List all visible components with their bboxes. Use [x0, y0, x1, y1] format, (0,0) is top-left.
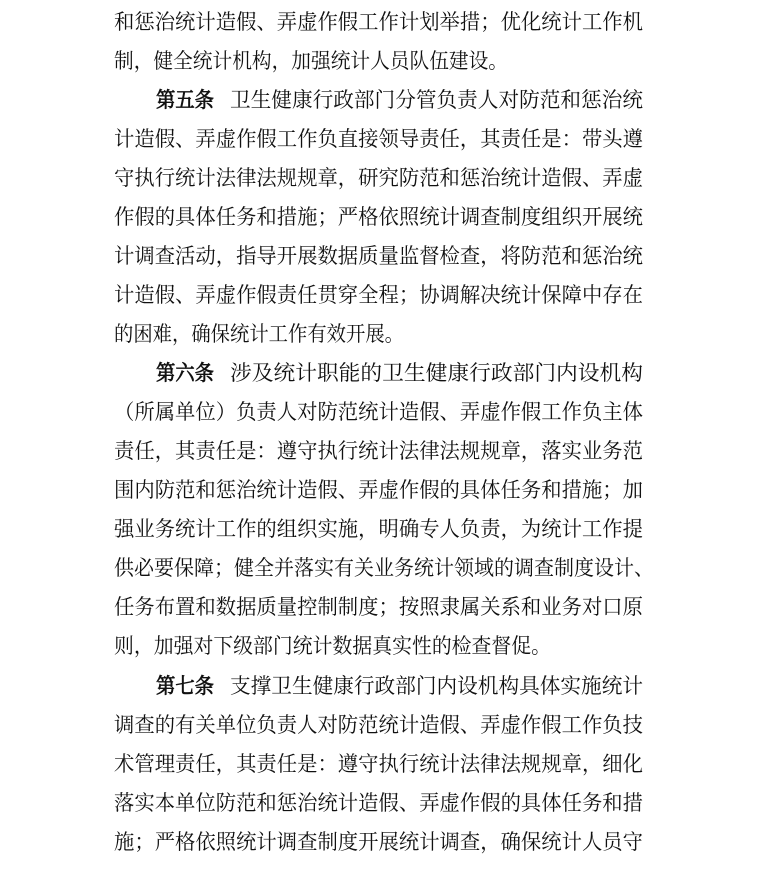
line-text: 施；严格依照统计调查制度开展统计调查，确保统计人员守: [114, 830, 643, 854]
line-text: 计调查活动，指导开展数据质量监督检查，将防范和惩治统: [114, 244, 643, 268]
text-line: [0, 2, 757, 42]
line-text: 术管理责任，其责任是：遵守执行统计法律法规规章，细化: [114, 752, 643, 776]
article-text: 卫生健康行政部门分管负责人对防范和惩治统: [230, 88, 643, 112]
line-text: 强业务统计工作的组织实施，明确专人负责，为统计工作提: [114, 517, 643, 541]
line-text: 计造假、弄虚作假责任贯穿全程；协调解决统计保障中存在: [114, 283, 643, 307]
article-heading-line: [0, 80, 757, 120]
text-line: [0, 822, 757, 862]
line-text: 和惩治统计造假、弄虚作假工作计划举措；优化统计工作机: [114, 10, 643, 34]
article-text: 涉及统计职能的卫生健康行政部门内设机构: [230, 361, 643, 385]
text-line: [0, 392, 757, 432]
text-line: [0, 587, 757, 627]
line-text: 制，健全统计机构，加强统计人员队伍建设。: [114, 49, 508, 73]
line-text: 落实本单位防范和惩治统计造假、弄虚作假的具体任务和措: [114, 791, 643, 815]
text-line: [0, 783, 757, 823]
text-line: [0, 119, 757, 159]
text-line: [0, 275, 757, 315]
line-text: 守执行统计法律法规规章，研究防范和惩治统计造假、弄虚: [114, 166, 643, 190]
line-text: 的困难，确保统计工作有效开展。: [114, 322, 404, 346]
text-line: [0, 470, 757, 510]
article-label: 第六条: [156, 361, 214, 385]
text-line: [0, 509, 757, 549]
line-text: 责任，其责任是：遵守执行统计法律法规规章，落实业务范: [114, 439, 643, 463]
text-line: [0, 705, 757, 745]
line-text: 任务布置和数据质量控制制度；按照隶属关系和业务对口原: [114, 595, 643, 619]
text-line: [0, 548, 757, 588]
article-heading-line: [0, 353, 757, 393]
line-text: 供必要保障；健全并落实有关业务统计领域的调查制度设计、: [114, 556, 654, 580]
article-label: 第五条: [156, 88, 214, 112]
text-line: [0, 197, 757, 237]
line-text: 作假的具体任务和措施；严格依照统计调查制度组织开展统: [114, 205, 643, 229]
line-text: 围内防范和惩治统计造假、弄虚作假的具体任务和措施；加: [114, 478, 643, 502]
text-line: [0, 431, 757, 471]
line-text: （所属单位）负责人对防范统计造假、弄虚作假工作负主体: [114, 400, 643, 424]
text-line: [0, 236, 757, 276]
text-line: [0, 626, 757, 666]
text-line: [0, 744, 757, 784]
text-line: [0, 158, 757, 198]
text-line: [0, 314, 757, 354]
line-text: 计造假、弄虚作假工作负直接领导责任，其责任是：带头遵: [114, 127, 643, 151]
line-text: 调查的有关单位负责人对防范统计造假、弄虚作假工作负技: [114, 713, 643, 737]
line-text: 则，加强对下级部门统计数据真实性的检查督促。: [114, 634, 551, 658]
article-text: 支撑卫生健康行政部门内设机构具体实施统计: [230, 674, 643, 698]
text-line: [0, 41, 757, 81]
article-label: 第七条: [156, 674, 214, 698]
article-heading-line: [0, 666, 757, 706]
